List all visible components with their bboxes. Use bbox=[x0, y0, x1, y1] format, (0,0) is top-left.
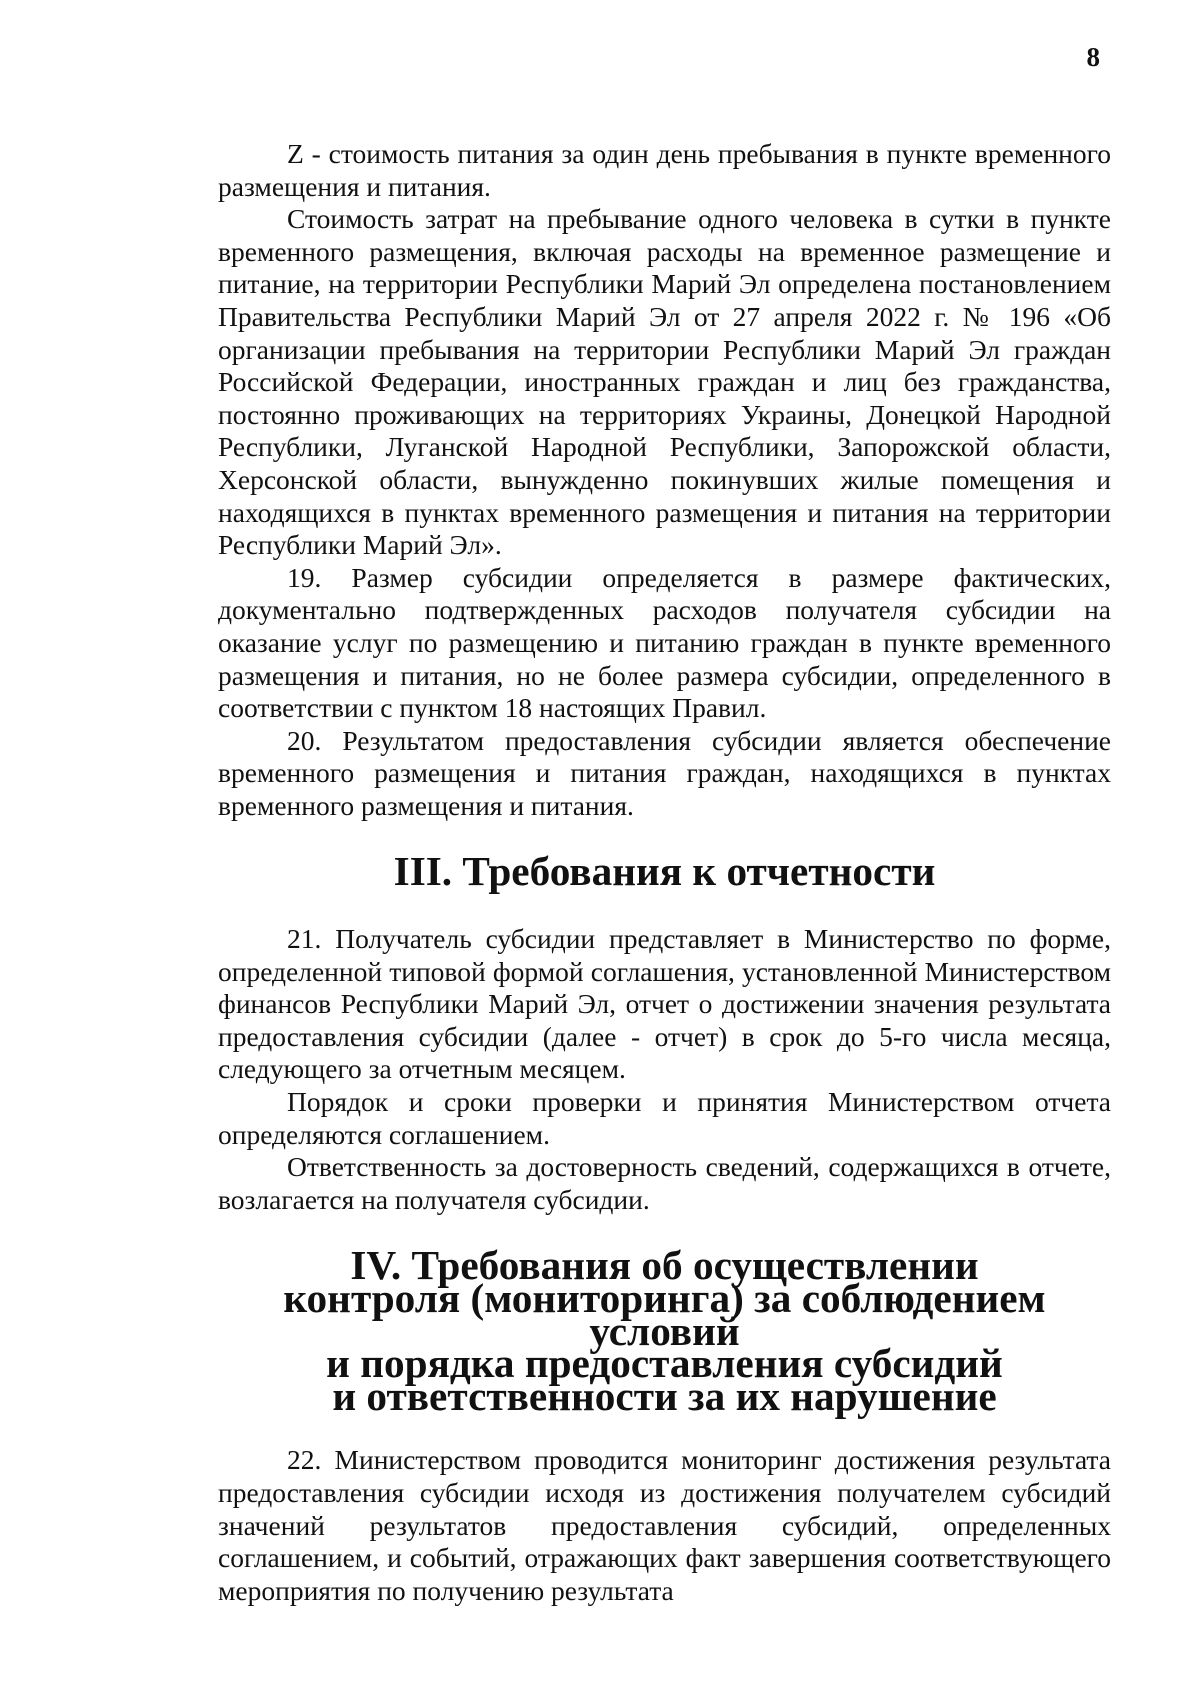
document-body bbox=[218, 138, 1111, 1607]
paragraph-19: 19. Размер субсидии определяется в размере фактических, документально подтвержденных расходов получателя субсидии на оказание услуг по размещению и питанию граждан в пункте временного размещения и питания, но не более размера субсидии, определенного в соответствии с пунктом 18 настоящих Правил. bbox=[218, 561, 1111, 724]
paragraph-20: 20. Результатом предоставления субсидии является обеспечение временного размещения и питания граждан, находящихся в пунктах временного размещения и питания. bbox=[218, 724, 1111, 821]
paragraph-21: 21. Получатель субсидии представляет в Министерство по форме, определенной типовой формой соглашения, установленной Министерством финансов Республики Марий Эл, отчет о достижении значения результата предоставления субсидии (далее - отчет) в срок до 5-го числа месяца, следующего за отчетным месяцем. bbox=[218, 923, 1111, 1085]
section-4-title bbox=[218, 1242, 1111, 1419]
paragraph-22: 22. Министерством проводится мониторинг достижения результата предоставления субсидии исходя из достижения получателем субсидий значений результатов предоставления субсидий, определенных соглашением, и событий, отражающих факт завершения соответствующего мероприятия по получению результата bbox=[218, 1444, 1111, 1606]
paragraph-z-definition: Z - стоимость питания за один день пребывания в пункте временного размещения и питания. bbox=[218, 138, 1111, 202]
paragraph-cost-per-person: Стоимость затрат на пребывание одного человека в сутки в пункте временного размещения, включая расходы на временное размещение и питание, на территории Республики Марий Эл определена постановлением Правительства Республики Марий Эл от 27 апреля 2022 г. № 196 «Об организации пребывания на территории Республики Марий Эл граждан Российской Федерации, иностранных граждан и лиц без гражданства, постоянно проживающих на территориях Украины, Донецкой Народной Республики, Луганской Народной Республики, Запорожской области, Херсонской области, вынужденно покинувших жилые помещения и находящихся в пунктах временного размещения и питания на территории Республики Марий Эл». bbox=[218, 203, 1111, 561]
paragraph-21-responsibility: Ответственность за достоверность сведений, содержащихся в отчете, возлагается на получателя субсидии. bbox=[218, 1151, 1111, 1215]
section-4-title-line: контроля (мониторинга) за соблюдением условий bbox=[283, 1275, 1046, 1354]
section-3-title: III. Требования к отчетности bbox=[393, 848, 936, 895]
section-4-title-line: и ответственности за их нарушение bbox=[332, 1372, 997, 1419]
section-4-title-line: и порядка предоставления субсидий bbox=[326, 1340, 1003, 1387]
section-4-title-line: IV. Требования об осуществлении bbox=[350, 1242, 979, 1289]
page-number: 8 bbox=[1086, 42, 1100, 72]
paragraph-21-review: Порядок и сроки проверки и принятия Министерством отчета определяются соглашением. bbox=[218, 1086, 1111, 1150]
